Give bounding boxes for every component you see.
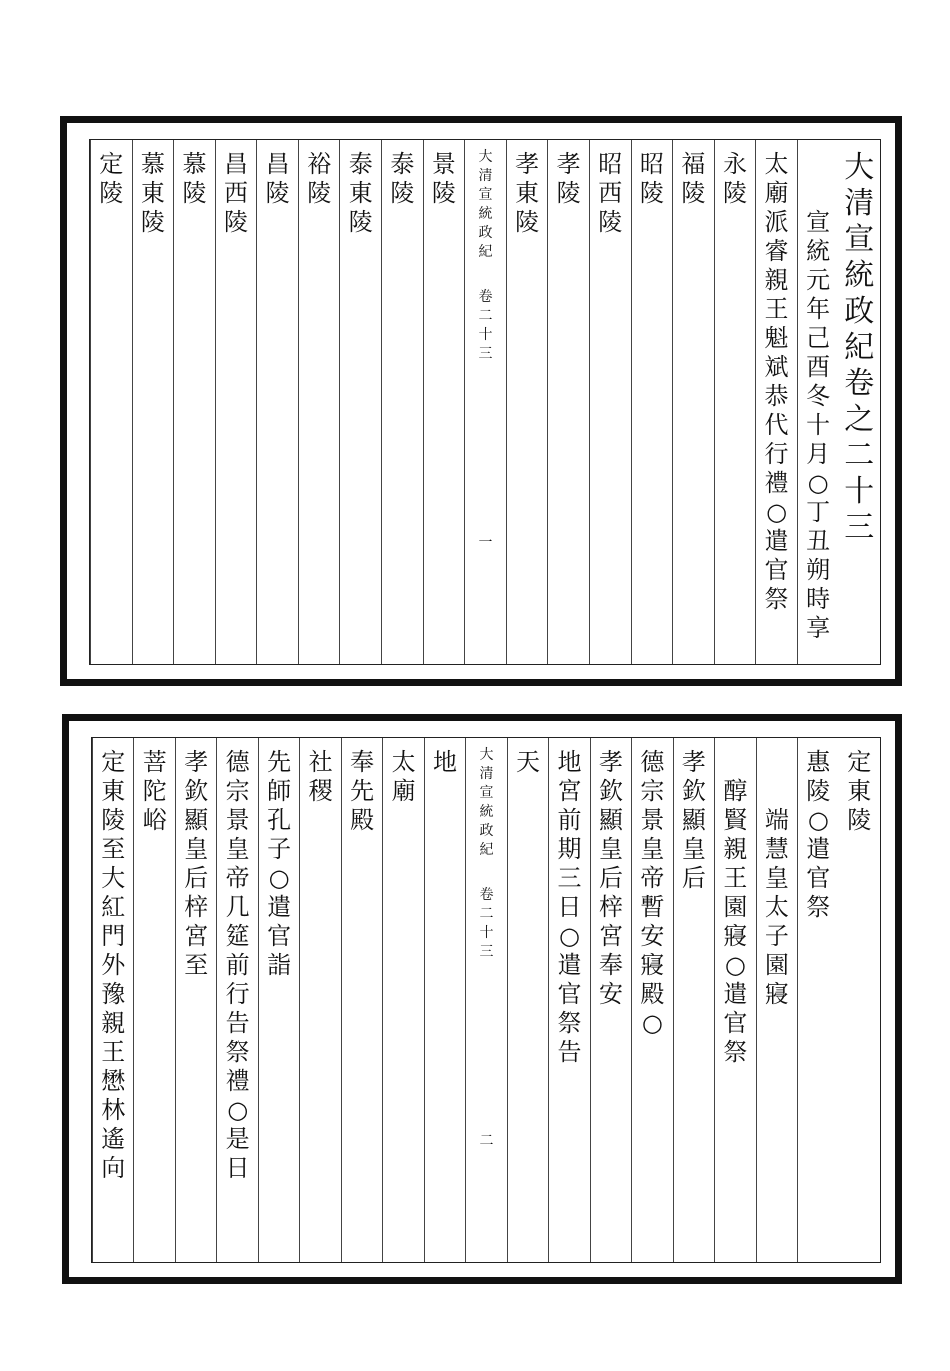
text-column: [631, 738, 672, 1262]
glyph: 太: [764, 893, 789, 921]
glyph: 孝: [598, 748, 623, 776]
glyph: 官: [557, 980, 582, 1008]
glyph: 統: [806, 237, 831, 265]
glyph: 地: [557, 748, 582, 776]
glyph: 慕: [182, 150, 207, 178]
glyph: 紅: [101, 893, 126, 921]
glyph: 期: [557, 835, 582, 863]
glyph: 昭: [639, 150, 664, 178]
glyph: 定: [847, 748, 872, 776]
centerfold-page-number: 一: [478, 535, 493, 551]
glyph: 告: [225, 1009, 250, 1037]
glyph: 子: [764, 922, 789, 950]
centerfold-volume: 卷 二 十 三: [478, 289, 493, 362]
glyph: 醇: [723, 777, 748, 805]
glyph: 告: [557, 1038, 582, 1066]
glyph: 皇: [764, 864, 789, 892]
glyph: 至: [184, 951, 209, 979]
glyph: 酉: [806, 353, 831, 381]
glyph: 統: [844, 258, 875, 293]
volume-title: [838, 140, 880, 664]
glyph: 陵: [431, 179, 456, 207]
text-column: [424, 738, 465, 1262]
glyph: 親: [101, 1009, 126, 1037]
centerfold-title: 大 清 宣 統 政 紀: [478, 149, 493, 260]
glyph: 陵: [265, 179, 290, 207]
text-column: [256, 140, 298, 664]
glyph: 陵: [224, 208, 249, 236]
glyph: 朔: [806, 556, 831, 584]
glyph: 昌: [265, 150, 290, 178]
glyph: 睿: [764, 237, 789, 265]
glyph: 斌: [764, 353, 789, 381]
glyph: 祭: [225, 1038, 250, 1066]
glyph: 孝: [184, 748, 209, 776]
glyph: 子: [267, 835, 292, 863]
glyph: 先: [350, 777, 375, 805]
glyph: 月: [806, 440, 831, 468]
glyph: 泰: [390, 150, 415, 178]
text-column: [299, 738, 340, 1262]
glyph: 魁: [764, 324, 789, 352]
glyph: 西: [598, 179, 623, 207]
glyph: 外: [101, 951, 126, 979]
glyph: 陵: [307, 179, 332, 207]
glyph: 后: [184, 864, 209, 892]
glyph: 禮: [225, 1067, 250, 1095]
glyph: 西: [224, 179, 249, 207]
glyph: 陵: [556, 179, 581, 207]
glyph: 師: [267, 777, 292, 805]
glyph: 祭: [557, 1009, 582, 1037]
glyph: 日: [225, 1154, 250, 1182]
glyph: 欽: [681, 777, 706, 805]
glyph: 遣: [723, 980, 748, 1008]
glyph: ○: [724, 951, 746, 979]
text-column: [797, 738, 838, 1262]
glyph: 孝: [681, 748, 706, 776]
glyph: 東: [101, 777, 126, 805]
glyph: 王: [764, 295, 789, 323]
glyph: 孝: [515, 150, 540, 178]
glyph: 景: [225, 806, 250, 834]
glyph: 懋: [101, 1067, 126, 1095]
glyph: ○: [807, 806, 829, 834]
glyph: ○: [227, 1096, 249, 1124]
glyph: 昭: [598, 150, 623, 178]
glyph: 筵: [225, 922, 250, 950]
glyph: 皇: [225, 835, 250, 863]
glyph: 陀: [142, 777, 167, 805]
centerfold-column: [465, 738, 506, 1262]
glyph: 陵: [182, 179, 207, 207]
glyph: 陵: [639, 179, 664, 207]
glyph: 景: [640, 806, 665, 834]
text-column: [797, 140, 839, 664]
glyph: 恭: [764, 382, 789, 410]
glyph: 賢: [723, 806, 748, 834]
text-column: [90, 140, 132, 664]
glyph: 豫: [101, 980, 126, 1008]
glyph: 慧: [764, 835, 789, 863]
glyph: 元: [806, 266, 831, 294]
text-column: [755, 140, 797, 664]
glyph: 陵: [348, 208, 373, 236]
centerfold-title: 大 清 宣 統 政 紀: [479, 747, 494, 858]
glyph: 遣: [557, 951, 582, 979]
glyph: 大: [101, 864, 126, 892]
glyph: 廟: [391, 777, 416, 805]
glyph: 遣: [806, 835, 831, 863]
glyph: 行: [225, 980, 250, 1008]
text-column: [839, 738, 880, 1262]
glyph: 東: [140, 179, 165, 207]
glyph: 顯: [184, 806, 209, 834]
glyph: 菩: [142, 748, 167, 776]
glyph: 帝: [640, 864, 665, 892]
glyph: 紀: [844, 330, 875, 365]
glyph: 東: [348, 179, 373, 207]
glyph: 是: [225, 1125, 250, 1153]
glyph: 天: [515, 748, 540, 776]
glyph: 孔: [267, 806, 292, 834]
top-page-text-area: [89, 139, 881, 665]
glyph: 清: [844, 186, 875, 221]
glyph: 社: [308, 748, 333, 776]
glyph: 陵: [515, 208, 540, 236]
glyph: 遣: [764, 527, 789, 555]
glyph: ○: [766, 498, 788, 526]
text-column: [506, 140, 548, 664]
glyph: 祭: [806, 893, 831, 921]
glyph: 園: [764, 951, 789, 979]
glyph: 陵: [681, 179, 706, 207]
glyph: ○: [641, 1009, 663, 1037]
glyph: 詣: [267, 951, 292, 979]
glyph: 冬: [806, 382, 831, 410]
glyph: 十: [844, 474, 875, 509]
glyph: 祭: [764, 585, 789, 613]
text-column: [714, 738, 755, 1262]
glyph: 門: [101, 922, 126, 950]
glyph: 皇: [598, 835, 623, 863]
top-page-frame: [60, 116, 902, 686]
text-column: [215, 140, 257, 664]
glyph: 王: [101, 1038, 126, 1066]
glyph: 奉: [350, 748, 375, 776]
glyph: 陵: [101, 806, 126, 834]
glyph: 十: [806, 411, 831, 439]
glyph: 永: [722, 150, 747, 178]
text-column: [216, 738, 257, 1262]
glyph: 陵: [140, 208, 165, 236]
glyph: 峪: [142, 806, 167, 834]
glyph: 欽: [598, 777, 623, 805]
glyph: 寢: [723, 922, 748, 950]
glyph: 福: [681, 150, 706, 178]
text-column: [590, 738, 631, 1262]
glyph: 孝: [556, 150, 581, 178]
glyph: 代: [764, 411, 789, 439]
text-column: [175, 738, 216, 1262]
text-column: [547, 140, 589, 664]
glyph: ○: [558, 922, 580, 950]
glyph: 太: [764, 150, 789, 178]
centerfold-page-number: 二: [479, 1133, 494, 1149]
glyph: 林: [101, 1096, 126, 1124]
glyph: 卷: [844, 366, 875, 401]
glyph: 行: [764, 440, 789, 468]
glyph: 之: [844, 402, 875, 437]
glyph: 顯: [598, 806, 623, 834]
glyph: 廟: [764, 179, 789, 207]
glyph: 宣: [806, 208, 831, 236]
glyph: 安: [598, 980, 623, 1008]
glyph: 陵: [390, 179, 415, 207]
glyph: 陵: [598, 208, 623, 236]
glyph: 東: [515, 179, 540, 207]
glyph: 宮: [598, 922, 623, 950]
glyph: 几: [225, 893, 250, 921]
glyph: 政: [844, 294, 875, 329]
glyph: 惠: [806, 748, 831, 776]
centerfold-volume: 卷 二 十 三: [479, 887, 494, 960]
text-column: [714, 140, 756, 664]
glyph: 前: [557, 806, 582, 834]
glyph: 裕: [307, 150, 332, 178]
glyph: 時: [806, 585, 831, 613]
glyph: 泰: [348, 150, 373, 178]
glyph: 稷: [308, 777, 333, 805]
glyph: 皇: [640, 835, 665, 863]
glyph: 后: [598, 864, 623, 892]
text-column: [173, 140, 215, 664]
glyph: 德: [225, 748, 250, 776]
glyph: 寢: [764, 980, 789, 1008]
glyph: 定: [99, 150, 124, 178]
glyph: 宮: [557, 777, 582, 805]
glyph: 園: [723, 893, 748, 921]
text-column: [382, 738, 423, 1262]
text-column: [381, 140, 423, 664]
glyph: 官: [267, 922, 292, 950]
glyph: 遙: [101, 1125, 126, 1153]
text-column: [92, 738, 133, 1262]
text-column: [589, 140, 631, 664]
text-column: [548, 738, 589, 1262]
glyph: 殿: [350, 806, 375, 834]
glyph: ○: [268, 864, 290, 892]
text-column: [631, 140, 673, 664]
glyph: 派: [764, 208, 789, 236]
glyph: 陵: [806, 777, 831, 805]
glyph: 皇: [681, 835, 706, 863]
text-column: [339, 140, 381, 664]
text-column: [298, 140, 340, 664]
centerfold-column: [464, 140, 506, 664]
text-column: [673, 738, 714, 1262]
glyph: 官: [806, 864, 831, 892]
glyph: 欽: [184, 777, 209, 805]
glyph: 寢: [640, 951, 665, 979]
glyph: 祭: [723, 1038, 748, 1066]
glyph: 后: [681, 864, 706, 892]
glyph: 宗: [640, 777, 665, 805]
glyph: 二: [844, 438, 875, 473]
text-column: [423, 140, 465, 664]
glyph: 官: [764, 556, 789, 584]
glyph: 丁: [806, 498, 831, 526]
glyph: 殿: [640, 980, 665, 1008]
glyph: 日: [557, 893, 582, 921]
glyph: 遣: [267, 893, 292, 921]
glyph: 年: [806, 295, 831, 323]
glyph: 奉: [598, 951, 623, 979]
text-column: [258, 738, 299, 1262]
glyph: 王: [723, 864, 748, 892]
glyph: 前: [225, 951, 250, 979]
glyph: 梓: [184, 893, 209, 921]
glyph: 太: [391, 748, 416, 776]
glyph: 陵: [722, 179, 747, 207]
glyph: 大: [844, 150, 875, 185]
glyph: ○: [807, 469, 829, 497]
glyph: 陵: [847, 806, 872, 834]
glyph: 宮: [184, 922, 209, 950]
glyph: 親: [723, 835, 748, 863]
glyph: 帝: [225, 864, 250, 892]
glyph: 向: [101, 1154, 126, 1182]
bottom-page-frame: [62, 714, 902, 1284]
glyph: 己: [806, 324, 831, 352]
bottom-page-text-area: [91, 737, 881, 1263]
glyph: 陵: [99, 179, 124, 207]
text-column: [341, 738, 382, 1262]
glyph: 宣: [844, 222, 875, 257]
glyph: 定: [101, 748, 126, 776]
text-column: [132, 140, 174, 664]
glyph: 宗: [225, 777, 250, 805]
glyph: 安: [640, 922, 665, 950]
text-column: [133, 738, 174, 1262]
glyph: 丑: [806, 527, 831, 555]
glyph: 至: [101, 835, 126, 863]
glyph: 禮: [764, 469, 789, 497]
glyph: 慕: [140, 150, 165, 178]
text-column: [507, 738, 548, 1262]
glyph: 三: [557, 864, 582, 892]
glyph: 先: [267, 748, 292, 776]
glyph: 東: [847, 777, 872, 805]
glyph: 享: [806, 614, 831, 642]
glyph: 暫: [640, 893, 665, 921]
glyph: 梓: [598, 893, 623, 921]
glyph: 官: [723, 1009, 748, 1037]
glyph: 親: [764, 266, 789, 294]
glyph: 德: [640, 748, 665, 776]
glyph: 端: [764, 806, 789, 834]
glyph: 皇: [184, 835, 209, 863]
text-column: [672, 140, 714, 664]
glyph: 三: [844, 510, 875, 545]
glyph: 景: [431, 150, 456, 178]
glyph: 顯: [681, 806, 706, 834]
text-column: [756, 738, 797, 1262]
glyph: 昌: [224, 150, 249, 178]
glyph: 地: [433, 748, 458, 776]
